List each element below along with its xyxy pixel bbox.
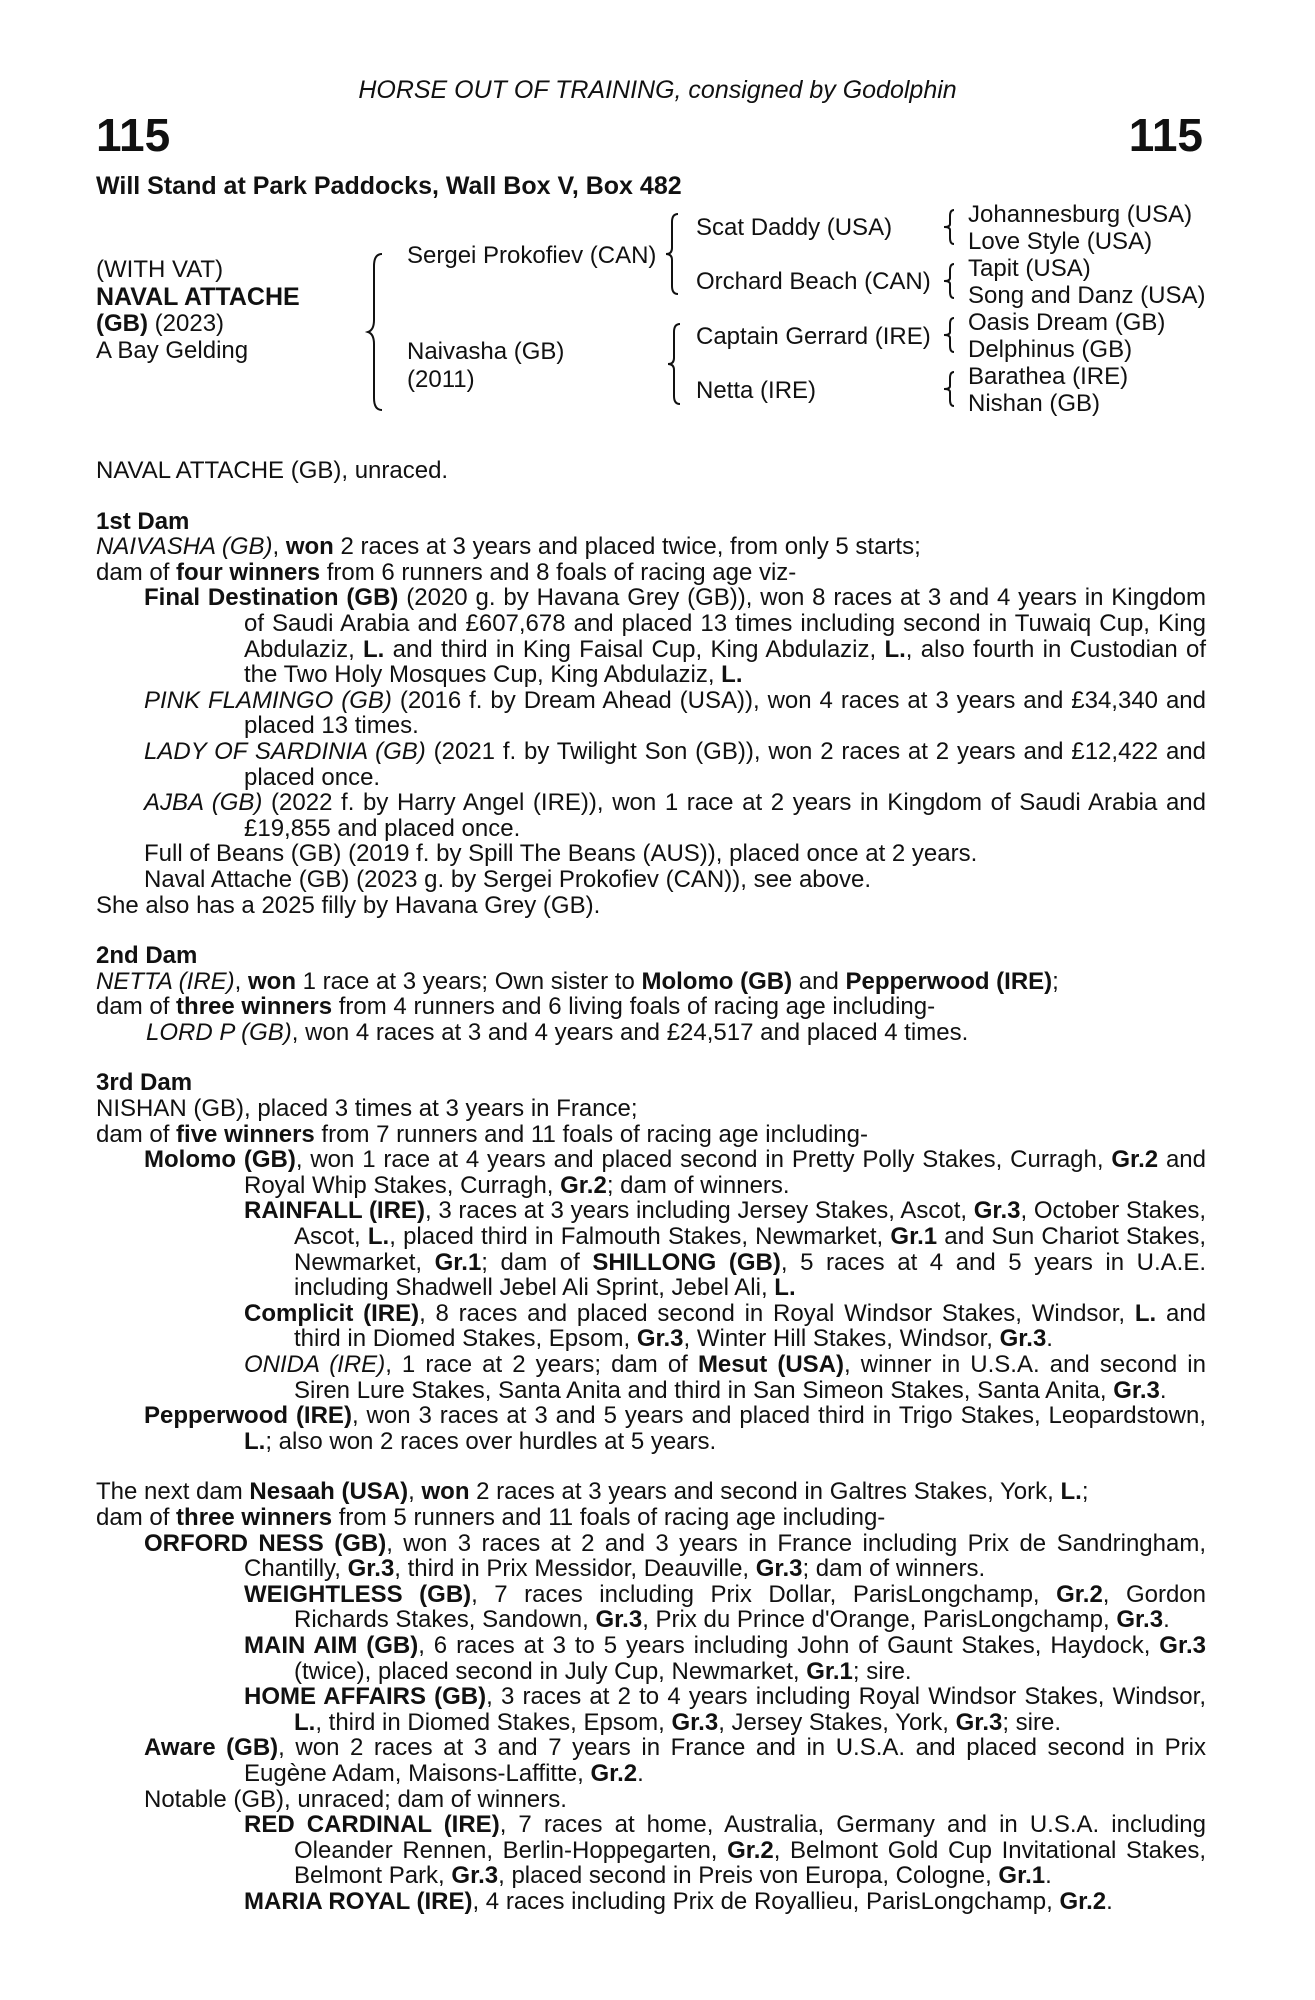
stand-location: Will Stand at Park Paddocks, Wall Box V, Box 482: [96, 172, 682, 200]
text: , 6 races at 3 to 5 years including John of Gaunt Stakes, Haydock,: [418, 1631, 1160, 1659]
text: , won 4 races at 3 and 4 years and £24,517 and placed 4 times.: [291, 1018, 969, 1046]
horse-name: LORD P (GB): [146, 1018, 292, 1046]
grade-tag: Gr.2: [590, 1759, 638, 1787]
text: dam of: [96, 558, 177, 586]
catalogue-body: [96, 458, 1206, 1914]
horse-name: LADY OF SARDINIA (GB): [144, 737, 426, 765]
text: ; dam of: [481, 1248, 593, 1276]
text: from 6 runners and 8 foals of racing age viz-: [320, 558, 797, 586]
grade-tag: Gr.1: [998, 1862, 1046, 1890]
won-label: won: [248, 967, 296, 995]
produce-notable: Notable (GB), unraced; dam of winners.: [144, 1785, 567, 1813]
text: .: [1159, 1376, 1167, 1404]
text: ; sire.: [1002, 1708, 1062, 1736]
second-dam-intro: [96, 969, 1206, 995]
grade-tag: Gr.3: [755, 1555, 803, 1583]
next-dam-intro: [96, 1479, 1206, 1505]
horse-origin-year: [96, 310, 224, 338]
pedigree-g6: Delphinus (GB): [968, 336, 1133, 363]
first-dam-intro: NAIVASHA (GB), won 2 races at 3 years and placed twice, from only 5 starts;: [96, 533, 921, 561]
listed-tag: L.: [721, 661, 743, 689]
produce-complicit: [96, 1301, 1206, 1352]
text: .: [1045, 1862, 1052, 1890]
text: , 7 races including Prix Dollar, ParisLongchamp,: [471, 1580, 1057, 1608]
horse-name: Aware (GB): [144, 1734, 279, 1762]
pedigree-g2: Love Style (USA): [968, 228, 1153, 255]
horse-name: MARIA ROYAL (IRE): [244, 1887, 473, 1915]
produce-full-of-beans: Full of Beans (GB) (2019 f. by Spill The Beans (AUS)), placed once at 2 years.: [144, 840, 978, 868]
text: The next dam: [96, 1478, 250, 1506]
grade-tag: Gr.2: [727, 1836, 774, 1864]
text: and: [792, 967, 846, 995]
produce-maria-royal: [96, 1889, 1206, 1915]
text: , 7 races at home, Australia, Germany and in U.S.A. including Oleander Rennen, Berlin-Hoppegarten,: [294, 1811, 1206, 1864]
text: , also fourth in Custodian of the Two Holy Mosques Cup, King Abdulaziz,: [244, 635, 1206, 689]
winners-count: five winners: [176, 1120, 315, 1148]
second-dam-produce-summary: [96, 994, 1206, 1020]
first-dam-produce-summary: [96, 560, 1206, 586]
horse-name: Pepperwood (IRE): [144, 1402, 352, 1430]
produce-orford-ness: [96, 1531, 1206, 1582]
first-dam-record: 2 races at 3 years and placed twice, from only 5 starts;: [333, 533, 921, 561]
text: from 4 runners and 6 living foals of racing age including-: [332, 993, 936, 1021]
produce-onida: [96, 1352, 1206, 1403]
pedigree-bracket-g1: [944, 208, 958, 246]
text: , placed third in Falmouth Stakes, Newmarket,: [389, 1223, 891, 1251]
text: and Royal Whip Stakes, Curragh,: [244, 1146, 1206, 1199]
lot-number-left: 115: [96, 109, 171, 161]
first-dam-name: NAIVASHA (GB): [96, 533, 273, 561]
text: , won 3 races at 2 and 3 years in France including Prix de Sandringham, Chantilly,: [244, 1529, 1206, 1583]
horse-name: RED CARDINAL (IRE): [244, 1811, 500, 1839]
pedigree-bracket-main: [368, 252, 388, 412]
produce-home-affairs: [96, 1684, 1206, 1735]
horse-description: A Bay Gelding: [96, 337, 249, 364]
text: , won 2 races at 3 and 7 years in France and in U.S.A. and placed second in Prix Eugène Adam, Maisons-Laffitte,: [244, 1734, 1206, 1787]
text: (2021 f. by Twilight Son (GB)), won 2 races at 2 years and £12,422 and placed once.: [244, 737, 1206, 791]
text: , 4 races including Prix de Royallieu, ParisLongchamp,: [472, 1887, 1060, 1915]
grade-tag: Gr.3: [973, 1197, 1021, 1225]
horse-name: RAINFALL (IRE): [244, 1197, 425, 1225]
grade-tag: Gr.1: [890, 1223, 938, 1251]
pedigree-g4: Song and Danz (USA): [968, 282, 1206, 309]
text: .: [1046, 1325, 1053, 1353]
third-dam-heading: 3rd Dam: [96, 1069, 193, 1097]
text: , Belmont Gold Cup Invitational Stakes, Belmont Park,: [294, 1836, 1206, 1890]
text: (twice), placed second in July Cup, Newmarket,: [294, 1657, 807, 1685]
text: , placed second in Preis von Europa, Cologne,: [498, 1862, 999, 1890]
produce-aware: [96, 1735, 1206, 1786]
horse-name: ORFORD NESS (GB): [144, 1529, 387, 1557]
horse-name: WEIGHTLESS (GB): [244, 1580, 472, 1608]
text: , won 3 races at 3 and 5 years and placed third in Trigo Stakes, Leopardstown,: [351, 1402, 1206, 1430]
race-record: NAVAL ATTACHE (GB), unraced.: [96, 457, 449, 484]
listed-tag: L.: [1134, 1299, 1157, 1327]
text: , Gordon Richards Stakes, Sandown,: [294, 1580, 1206, 1634]
grade-tag: Gr.3: [636, 1325, 684, 1353]
lot-number-right: 115: [1128, 109, 1203, 161]
listed-tag: L.: [244, 1427, 266, 1455]
horse-name: Complicit (IRE): [244, 1299, 420, 1327]
pedigree-dam-dam: Netta (IRE): [696, 377, 817, 404]
text: .: [1163, 1606, 1170, 1634]
pedigree-dam-year: (2011): [407, 366, 475, 393]
pedigree-g1: Johannesburg (USA): [968, 201, 1193, 228]
grade-tag: Gr.2: [560, 1171, 607, 1199]
first-dam-heading: 1st Dam: [96, 507, 190, 535]
pedigree-sire-dam: Orchard Beach (CAN): [696, 268, 931, 295]
horse-name: ONIDA (IRE): [244, 1351, 386, 1378]
text: , won 1 race at 4 years and placed second in Pretty Polly Stakes, Curragh,: [295, 1146, 1112, 1174]
produce-lady-of-sardinia: [96, 739, 1206, 790]
listed-tag: L.: [294, 1708, 316, 1736]
listed-tag: L.: [1060, 1478, 1082, 1506]
first-dam-also: She also has a 2025 filly by Havana Grey (GB).: [96, 891, 601, 919]
horse-name: NETTA (IRE): [96, 967, 235, 995]
horse-origin: (GB): [96, 310, 148, 337]
pedigree-g7: Barathea (IRE): [968, 363, 1129, 390]
grade-tag: Gr.3: [595, 1606, 643, 1634]
text: , Prix du Prince d'Orange, ParisLongchamp,: [642, 1606, 1117, 1634]
produce-red-cardinal: [96, 1812, 1206, 1889]
listed-tag: L.: [774, 1274, 796, 1302]
third-dam-intro: NISHAN (GB), placed 3 times at 3 years in France;: [96, 1095, 638, 1123]
horse-name: Molomo (GB): [144, 1146, 296, 1174]
text: and third in Diomed Stakes, Epsom,: [294, 1299, 1207, 1353]
text: dam of: [96, 1503, 177, 1531]
text: dam of: [96, 1120, 177, 1148]
pedigree-bracket-g3: [944, 316, 958, 354]
produce-rainfall: [96, 1198, 1206, 1300]
text: and third in King Faisal Cup, King Abdulaziz,: [384, 635, 885, 663]
text: ; sire.: [852, 1657, 912, 1685]
first-dam-won: won: [285, 533, 334, 561]
third-dam-produce-summary: [96, 1122, 1206, 1148]
pedigree-bracket-sire: [666, 212, 686, 296]
text: , 3 races at 3 years including Jersey Stakes, Ascot,: [424, 1197, 974, 1225]
horse-name: Final Destination (GB): [144, 584, 399, 612]
pedigree-bracket-g4: [944, 370, 958, 408]
grade-tag: Gr.1: [806, 1657, 853, 1685]
won-label: won: [421, 1478, 470, 1506]
vat-note: (WITH VAT): [96, 256, 224, 283]
produce-lord-p: [96, 1020, 1206, 1046]
grade-tag: Gr.1: [434, 1248, 482, 1276]
horse-name: Pepperwood (IRE): [845, 967, 1053, 995]
text: , third in Prix Messidor, Deauville,: [394, 1555, 756, 1583]
text: 1 race at 3 years; Own sister to: [296, 967, 642, 995]
pedigree-bracket-dam: [668, 322, 688, 406]
horse-name: Nesaah (USA): [249, 1478, 409, 1506]
second-dam-heading: 2nd Dam: [96, 942, 198, 970]
text: , Jersey Stakes, York,: [718, 1708, 956, 1736]
text: ; also won 2 races over hurdles at 5 years.: [265, 1427, 717, 1455]
winners-count: four winners: [176, 558, 321, 586]
text: 2 races at 3 years and second in Galtres Stakes, York,: [469, 1478, 1061, 1506]
grade-tag: Gr.3: [671, 1708, 719, 1736]
pedigree-sire-sire: Scat Daddy (USA): [696, 214, 893, 241]
grade-tag: Gr.3: [999, 1325, 1047, 1353]
pedigree-sire: Sergei Prokofiev (CAN): [407, 242, 657, 269]
text: , 8 races and placed second in Royal Windsor Stakes, Windsor,: [419, 1299, 1135, 1327]
grade-tag: Gr.2: [1059, 1887, 1107, 1915]
text: , 5 races at 4 and 5 years in U.A.E. including Shadwell Jebel Ali Sprint, Jebel Ali,: [294, 1248, 1207, 1302]
produce-weightless: [96, 1582, 1206, 1633]
text: , 1 race at 2 years; dam of: [385, 1351, 698, 1378]
text: ,: [234, 967, 248, 995]
consignment-header: HORSE OUT OF TRAINING, consigned by Godolphin: [358, 76, 957, 104]
produce-main-aim: [96, 1633, 1206, 1684]
text: from 7 runners and 11 foals of racing age including-: [314, 1120, 868, 1148]
text: ; dam of winners.: [606, 1171, 790, 1199]
text: ; dam of winners.: [802, 1555, 986, 1583]
text: , Winter Hill Stakes, Windsor,: [683, 1325, 1000, 1353]
horse-name: Mesut (USA): [697, 1351, 845, 1378]
grade-tag: Gr.2: [1056, 1580, 1103, 1608]
text: ,: [408, 1478, 422, 1506]
text: .: [1106, 1887, 1113, 1915]
grade-tag: Gr.3: [1113, 1376, 1160, 1404]
text: , winner in U.S.A. and second in Siren Lure Stakes, Santa Anita and third in San Simeon Stakes, Santa Anita,: [294, 1351, 1206, 1404]
text: from 5 runners and 11 foals of racing age including-: [332, 1503, 886, 1531]
produce-pepperwood: [96, 1403, 1206, 1454]
pedigree-dam: Naivasha (GB): [407, 338, 565, 365]
text: dam of: [96, 993, 177, 1021]
pedigree-dam-sire: Captain Gerrard (IRE): [696, 323, 931, 350]
grade-tag: Gr.3: [955, 1708, 1003, 1736]
text: and Sun Chariot Stakes, Newmarket,: [294, 1223, 1207, 1276]
horse-name: MAIN AIM (GB): [244, 1631, 419, 1659]
horse-year: (2023): [154, 310, 225, 337]
produce-pink-flamingo: [96, 688, 1206, 739]
winners-count: three winners: [176, 993, 333, 1021]
listed-tag: L.: [363, 635, 385, 663]
text: ;: [1081, 1478, 1089, 1506]
grade-tag: Gr.3: [451, 1862, 499, 1890]
horse-name: AJBA (GB): [144, 789, 263, 817]
produce-molomo: [96, 1147, 1206, 1198]
text: , October Stakes, Ascot,: [294, 1197, 1206, 1251]
produce-final-destination: [96, 585, 1206, 687]
text: .: [637, 1759, 644, 1787]
horse-name: NAVAL ATTACHE: [96, 283, 300, 311]
grade-tag: Gr.3: [1159, 1631, 1206, 1659]
listed-tag: L.: [884, 635, 906, 663]
pedigree-g3: Tapit (USA): [968, 255, 1091, 282]
pedigree-bracket-g2: [944, 262, 958, 300]
winners-count: three winners: [176, 1503, 333, 1531]
text: (2020 g. by Havana Grey (GB)), won 8 races at 3 and 4 years in Kingdom of Saudi Arabia and £607,678 and placed 13 times including second in Tuwaiq Cup, King Abdulaziz,: [244, 584, 1207, 663]
horse-name: Molomo (GB): [641, 967, 793, 995]
horse-name: HOME AFFAIRS (GB): [244, 1683, 487, 1711]
text: (2022 f. by Harry Angel (IRE)), won 1 race at 2 years in Kingdom of Saudi Arabia and £19,855 and placed once.: [244, 789, 1206, 842]
listed-tag: L.: [367, 1223, 390, 1251]
next-dam-produce-summary: [96, 1505, 1206, 1531]
grade-tag: Gr.2: [1111, 1146, 1159, 1174]
text: (2016 f. by Dream Ahead (USA)), won 4 races at 3 years and £34,340 and placed 13 times.: [244, 686, 1206, 740]
grade-tag: Gr.3: [347, 1555, 395, 1583]
produce-ajba: [96, 790, 1206, 841]
horse-name: PINK FLAMINGO (GB): [144, 686, 392, 714]
text: , third in Diomed Stakes, Epsom,: [315, 1708, 672, 1736]
text: , 3 races at 2 to 4 years including Royal Windsor Stakes, Windsor,: [486, 1683, 1206, 1711]
pedigree-g8: Nishan (GB): [968, 390, 1101, 417]
text: ;: [1052, 967, 1059, 995]
pedigree-g5: Oasis Dream (GB): [968, 309, 1166, 336]
grade-tag: Gr.3: [1116, 1606, 1164, 1634]
horse-name: SHILLONG (GB): [592, 1248, 781, 1276]
produce-naval-attache: Naval Attache (GB) (2023 g. by Sergei Prokofiev (CAN)), see above.: [144, 865, 871, 893]
